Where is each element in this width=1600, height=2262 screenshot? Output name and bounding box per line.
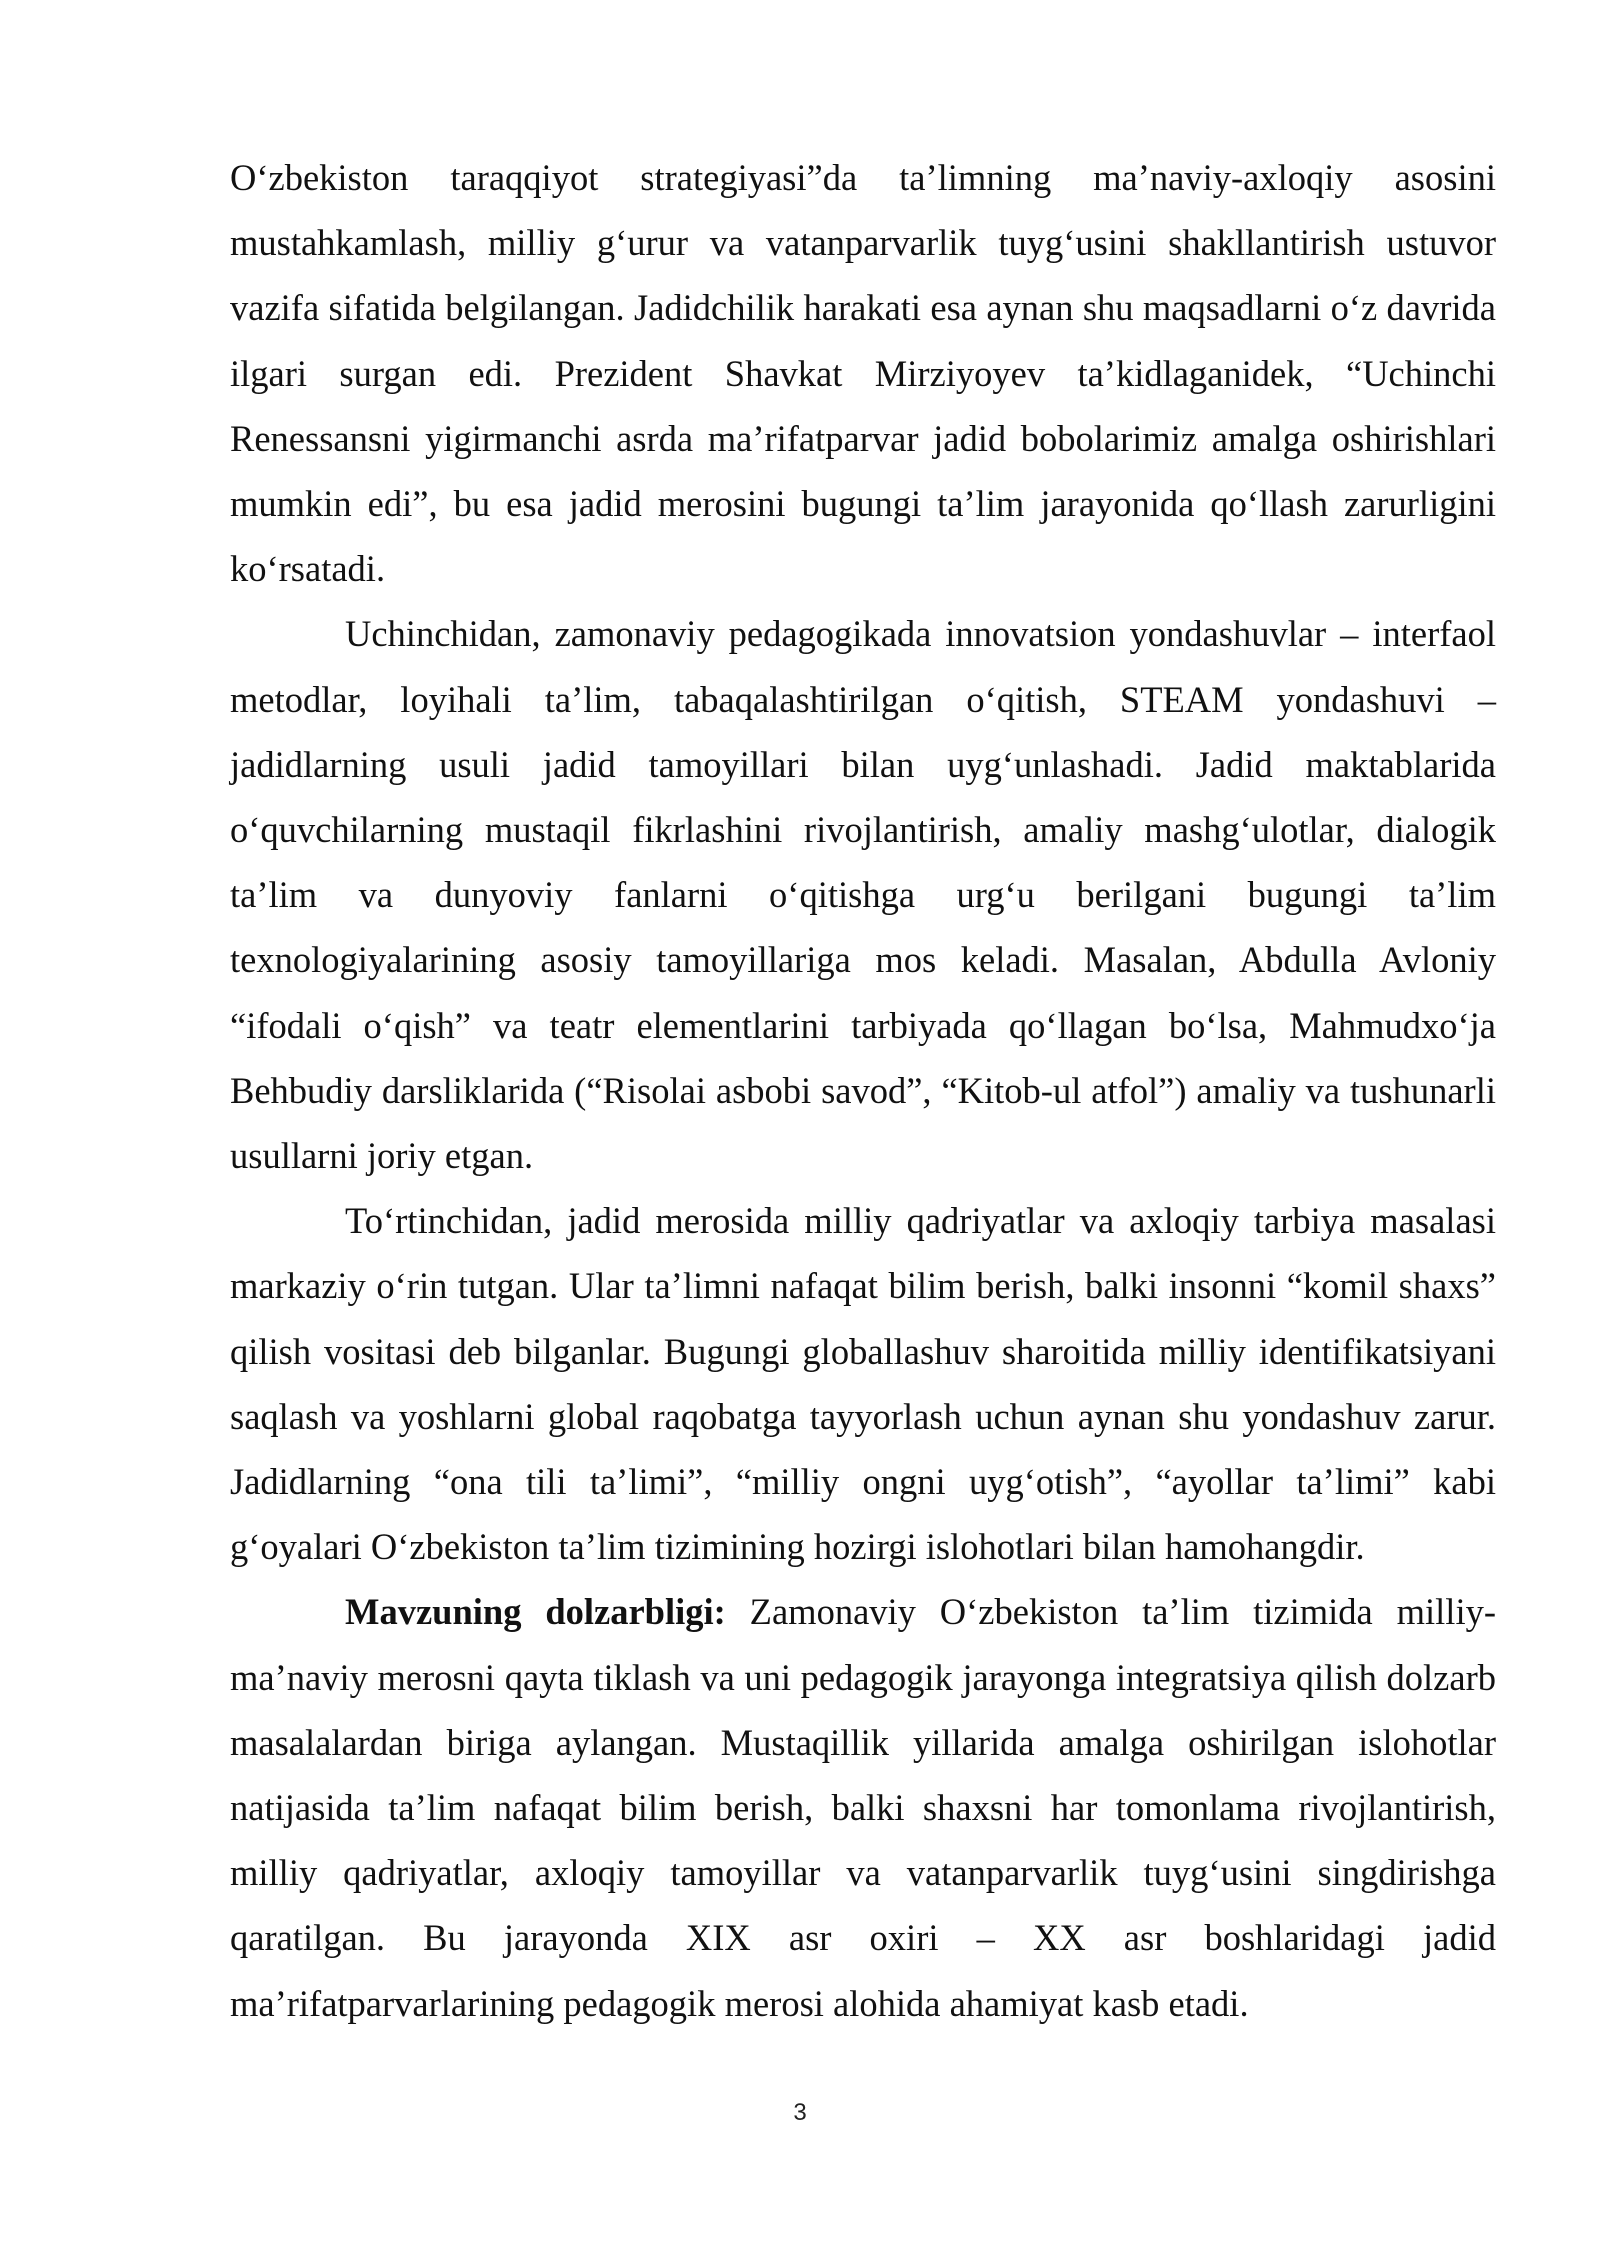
paragraph-text: Zamonaviy O‘zbekiston ta’lim tizimida milliy-ma’naviy merosni qayta tiklash va uni pedagogik jarayonga integratsiya qilish dolzarb masalalardan biriga aylangan. Mustaqillik yillarida amalga oshirilgan islohotlar natijasida ta’lim nafaqat bilim berish, balki shaxsni har tomonlama rivojlantirish, milliy qadriyatlar, axloqiy tamoyillar va vatanparvarlik tuyg‘usini singdirishga qaratilgan. Bu jarayonda XIX asr oxiri – XX asr boshlaridagi jadid ma’rifatparvarlarining pedagogik merosi alohida ahamiyat kasb etadi. [230,1591,1496,2024]
paragraph-lead-heading: Mavzuning dolzarbligi: [345,1591,726,1633]
paragraph-strategy [230,145,1496,601]
paragraph-text: To‘rtinchidan, jadid merosida milliy qadriyatlar va axloqiy tarbiya masalasi markaziy o‘rin tutgan. Ular ta’limni nafaqat bilim berish, balki insonni “komil shaxs” qilish vositasi deb bilganlar. Bugungi globallashuv sharoitida milliy identifikatsiyani saqlash va yoshlarni global raqobatga tayyorlash uchun aynan shu yondashuv zarur. Jadidlarning “ona tili ta’limi”, “milliy ongni uyg‘otish”, “ayollar ta’limi” kabi g‘oyalari O‘zbekiston ta’lim tizimining hozirgi islohotlari bilan hamohangdir. [230,1200,1496,1568]
paragraph-fourth-point [230,1188,1496,1579]
paragraph-third-point [230,601,1496,1188]
document-page [230,145,1496,2036]
paragraph-text: Uchinchidan, zamonaviy pedagogikada innovatsion yondashuvlar – interfaol metodlar, loyihali ta’lim, tabaqalashtirilgan o‘qitish, STEAM yondashuvi – jadidlarning usuli jadid tamoyillari bilan uyg‘unlashadi. Jadid maktablarida o‘quvchilarning mustaqil fikrlashini rivojlantirish, amaliy mashg‘ulotlar, dialogik ta’lim va dunyoviy fanlarni o‘qitishga urg‘u berilgani bugungi ta’lim texnologiyalarining asosiy tamoyillariga mos keladi. Masalan, Abdulla Avloniy “ifodali o‘qish” va teatr elementlarini tarbiyada qo‘llagan bo‘lsa, Mahmudxo‘ja Behbudiy darsliklarida (“Risolai asbobi savod”, “Kitob-ul atfol”) amaliy va tushunarli usullarni joriy etgan. [230,613,1496,1177]
paragraph-text: O‘zbekiston taraqqiyot strategiyasi”da ta’limning ma’naviy-axloqiy asosini mustahkamlash, milliy g‘urur va vatanparvarlik tuyg‘usini shakllantirish ustuvor vazifa sifatida belgilangan. Jadidchilik harakati esa aynan shu maqsadlarni o‘z davrida ilgari surgan edi. Prezident Shavkat Mirziyoyev ta’kidlaganidek, “Uchinchi Renessansni yigirmanchi asrda ma’rifatparvar jadid bobolarimiz amalga oshirishlari mumkin edi”, bu esa jadid merosini bugungi ta’lim jarayonida qo‘llash zarurligini ko‘rsatadi. [230,157,1496,590]
paragraph-relevance [230,1579,1496,2035]
page-number: 3 [793,2099,807,2126]
